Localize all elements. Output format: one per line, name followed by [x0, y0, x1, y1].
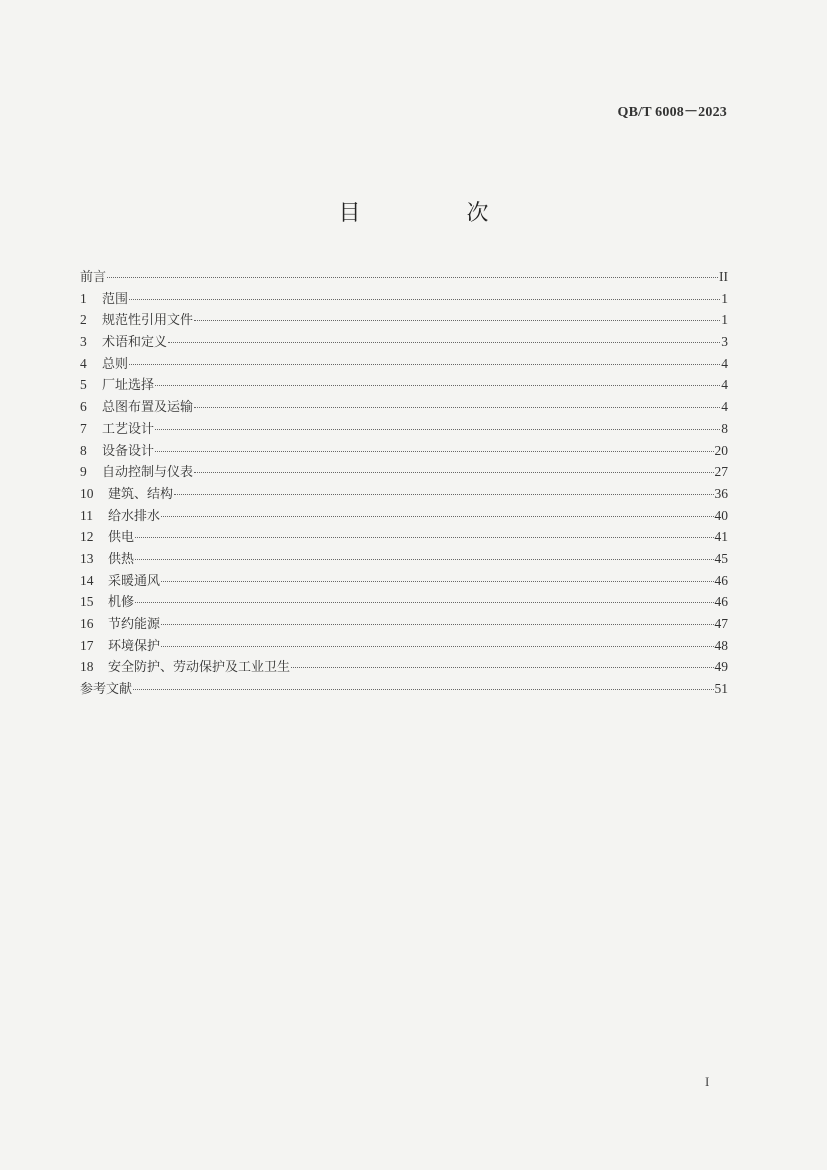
toc-entry[interactable]: [80, 353, 728, 375]
toc-entry[interactable]: [80, 483, 728, 505]
toc-entry-title: 建筑、结构: [108, 486, 174, 502]
toc-entry-title: 术语和定义: [102, 335, 168, 351]
toc-entry[interactable]: [80, 418, 728, 440]
toc-entry-number: 6: [80, 399, 87, 415]
toc-entry-title: 前言: [80, 270, 107, 285]
toc-dot-leader: [135, 559, 713, 560]
toc-entry[interactable]: [80, 526, 728, 548]
toc-dot-leader: [129, 364, 720, 365]
toc-dot-leader: [174, 494, 713, 495]
toc-entry-title: 总则: [102, 356, 129, 372]
toc-dot-leader: [291, 667, 713, 668]
toc-entry-number: 17: [80, 637, 94, 653]
toc-entry-number: 13: [80, 550, 94, 566]
toc-entry[interactable]: [80, 635, 728, 657]
toc-dot-leader: [155, 429, 720, 430]
toc-entry-number: 15: [80, 594, 94, 610]
toc-entry-number: 4: [80, 355, 87, 371]
page-number: I: [705, 1074, 710, 1089]
toc-entry-title: 设备设计: [102, 443, 155, 459]
toc-entry-page: 51: [714, 681, 728, 697]
toc-entry[interactable]: [80, 591, 728, 613]
toc-entry-title: 厂址选择: [102, 378, 155, 394]
toc-entry-title: 给水排水: [108, 508, 161, 524]
toc-entry-number: 2: [80, 312, 87, 328]
toc-dot-leader: [168, 342, 720, 343]
toc-entry[interactable]: [80, 331, 728, 353]
toc-entry[interactable]: [80, 613, 728, 635]
standard-code: QB/T 6008－2023: [617, 105, 727, 120]
toc-entry[interactable]: [80, 570, 728, 592]
toc-entry[interactable]: [80, 548, 728, 570]
toc-dot-leader: [194, 472, 713, 473]
toc-entry-page: 36: [714, 485, 728, 501]
toc-entry[interactable]: [80, 678, 728, 700]
toc-entry[interactable]: [80, 656, 728, 678]
toc-entry-number: 7: [80, 420, 87, 436]
toc-entry-title: 工艺设计: [102, 421, 155, 437]
toc-entry-title: 总图布置及运输: [102, 400, 194, 416]
toc-entry-page: 4: [721, 355, 728, 371]
toc-entry-page: II: [719, 269, 728, 284]
toc-dot-leader: [161, 646, 713, 647]
toc-entry-page: 3: [721, 334, 728, 350]
page-title: 目 次: [338, 201, 531, 226]
toc-entry-page: 8: [721, 420, 728, 436]
toc-entry-title: 节约能源: [108, 617, 161, 632]
toc-entry-number: 14: [80, 572, 94, 588]
toc-entry-page: 40: [714, 507, 728, 523]
toc-entry-number: 9: [80, 464, 87, 480]
toc-entry-page: 4: [721, 399, 728, 415]
toc-entry[interactable]: [80, 288, 728, 310]
toc-dot-leader: [155, 385, 720, 386]
toc-entry-title: 范围: [102, 291, 129, 307]
toc-dot-leader: [135, 602, 713, 603]
toc-entry-number: 10: [80, 485, 94, 501]
toc-entry-page: 41: [714, 529, 728, 545]
toc-entry-title: 供电: [108, 530, 135, 546]
toc-entry-number: 3: [80, 334, 87, 350]
toc-entry-page: 46: [714, 594, 728, 610]
toc-entry[interactable]: [80, 396, 728, 418]
toc-entry-page: 48: [714, 637, 728, 653]
toc-entry[interactable]: [80, 309, 728, 331]
toc-entry-number: 18: [80, 659, 94, 675]
toc-entry-title: 机修: [108, 595, 135, 611]
toc-dot-leader: [135, 537, 713, 538]
toc-dot-leader: [133, 689, 713, 690]
toc-entry-title: 安全防护、劳动保护及工业卫生: [108, 660, 291, 676]
toc-dot-leader: [161, 516, 713, 517]
toc-dot-leader: [194, 320, 720, 321]
toc-entry-number: 12: [80, 529, 94, 545]
toc-entry-number: 1: [80, 290, 87, 306]
toc-entry-page: 46: [714, 572, 728, 588]
toc-entry-number: 16: [80, 616, 94, 631]
toc-entry-title: 采暖通风: [108, 573, 161, 589]
toc-dot-leader: [194, 407, 720, 408]
toc-entry[interactable]: [80, 440, 728, 462]
toc-entry-title: 自动控制与仪表: [102, 465, 194, 481]
table-of-contents: [80, 266, 728, 700]
toc-entry[interactable]: [80, 374, 728, 396]
toc-dot-leader: [107, 277, 718, 278]
toc-entry-page: 47: [714, 616, 728, 631]
toc-entry[interactable]: [80, 266, 728, 288]
toc-dot-leader: [155, 451, 713, 452]
toc-entry-page: 1: [721, 312, 728, 328]
toc-entry[interactable]: [80, 461, 728, 483]
toc-entry-page: 45: [714, 550, 728, 566]
toc-entry-title: 环境保护: [108, 638, 161, 654]
toc-entry-title: 参考文献: [80, 682, 133, 698]
toc-dot-leader: [161, 624, 713, 625]
toc-entry-number: 5: [80, 377, 87, 393]
toc-dot-leader: [161, 581, 713, 582]
toc-entry-number: 8: [80, 442, 87, 458]
toc-entry-page: 4: [721, 377, 728, 393]
toc-entry-page: 20: [714, 442, 728, 458]
toc-entry-page: 49: [714, 659, 728, 675]
toc-dot-leader: [129, 299, 720, 300]
toc-entry-title: 规范性引用文件: [102, 313, 194, 329]
toc-entry-page: 1: [721, 290, 728, 306]
toc-entry[interactable]: [80, 505, 728, 527]
toc-entry-title: 供热: [108, 551, 135, 567]
toc-entry-page: 27: [714, 464, 728, 480]
toc-entry-number: 11: [80, 507, 93, 523]
